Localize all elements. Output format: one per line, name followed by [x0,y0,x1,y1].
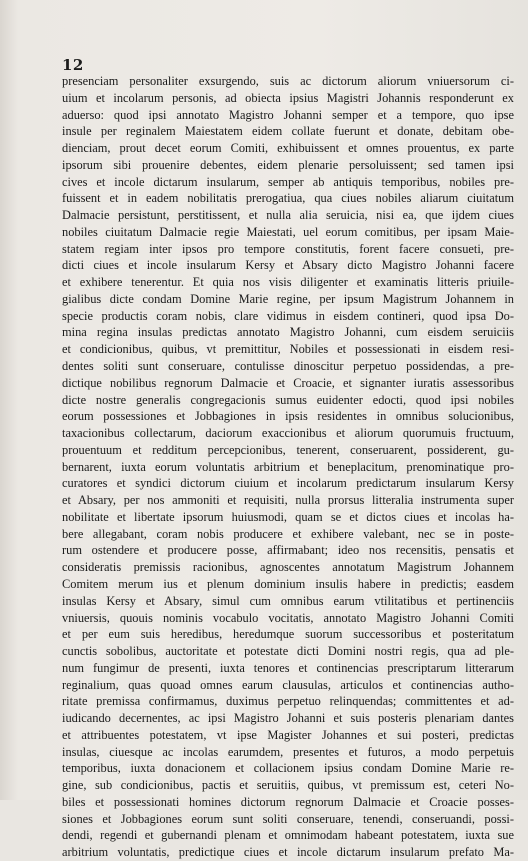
text-line: et exhibere tenerentur. Et quia nos visis diligenter et examinatis litteris priuile- [62,275,514,290]
text-line: specie productis coram nobis, clare vidimus in eisdem contineri, quod ipsa Do- [62,308,514,323]
text-line: cives et incole dictarum insularum, semper ab antiquis temporibus, nobiles pre- [62,174,514,189]
text-line: num fungimur de presenti, iuxta tenores et continencias prescriptarum litterarum [62,660,514,675]
text-line: mina regina insulas predictas annotato Magistro Johanni, cum eisdem seruiciis [62,325,514,340]
text-line: statem regiam inter ipsos pro tempore constitutis, forent facere consueti, pre- [62,241,514,256]
text-line: et per eum suis heredibus, heredumque suorum successoribus et posteritatum [62,627,514,642]
text-line: insule per reginalem Maiestatem eidem collate fuerunt et donate, debitam obe- [62,124,514,139]
text-line: bere allegabant, coram nobis producere et exhibere valebant, nec se in poste- [62,526,514,541]
text-line: nobiles ciuitatum Dalmacie regie Maiestati, uel eorum comitibus, per ipsam Maie- [62,224,514,239]
text-line: dictique nobilibus regnorum Dalmacie et Croacie, et signanter iuratis assessoribus [62,375,514,390]
text-line: gialibus dicte condam Domine Marie regine, per ipsum Magistrum Johannem in [62,291,514,306]
text-line: et condicionibus, quibus, vt premittitur, Nobiles et possessionati in eisdem resi- [62,342,514,357]
text-line: Comitem merum ius et plenum dominium insulis habere in predictis; easdem [62,576,514,591]
text-line: dicte nostre generalis congregacionis sumus euidenter edocti, quod ipsi nobiles [62,392,514,407]
text-line: arbitrium voluntatis, predictique ciues et incole dictarum insularum prefato Ma- [62,845,514,860]
text-line: taxacionibus collectarum, daciorum exaccionibus et aliorum quorumuis fructuum, [62,426,514,441]
text-line: aduerso: quod ipsi annotato Magistro Johanni semper et a tempore, quo ipse [62,107,514,122]
text-line: prouentuum et redditum percepcionibus, tenerent, conseruarent, possiderent, gu- [62,442,514,457]
text-line: bernarent, iuxta eorum voluntatis arbitrium et beneplacitum, prenominatique pro- [62,459,514,474]
text-line: curatores et syndici dictorum ciuium et incolarum predictarum insularum Kersy [62,476,514,491]
text-line: presenciam personaliter exsurgendo, suis ac dictorum aliorum vniuersorum ci- [62,74,514,88]
text-line: vniuersis, quouis nominis vocabulo vocitatis, annotato Magistro Johanni Comiti [62,610,514,625]
text-line: reginalium, quas quoad omnes earum clausulas, articulos et continencias autho- [62,677,514,692]
text-line: insulas Kersy et Absary, simul cum omnibus earum vtilitatibus et pertinenciis [62,593,514,608]
text-line: eorum possessiones et Jobbagiones in ipsis residentes in omnibus solucionibus, [62,409,514,424]
text-line: ipsorum sibi prouenire debentes, eidem plenarie persoluissent; sed tamen ipsi [62,157,514,172]
text-line: temporibus, iuxta donacionem et collacionem ipsius condam Domine Marie re- [62,761,514,776]
text-line: dendi, regendi et gubernandi plenam et omnimodam habeant potestatem, iuxta sue [62,828,514,843]
text-line: et Absary, per nos ammoniti et requisiti, nulla prorsus litteralia instrumenta super [62,493,514,508]
text-line: fuissent et in eadem nobilitatis prerogatiua, qua ciues nobiles aliarum ciuitatum [62,191,514,206]
page-number: 12 [62,56,84,74]
text-line: et attribuentes potestatem, vt ipse Magister Johannes et sui posteri, predictas [62,727,514,742]
text-line: nobilitate et libertate ipsorum huiusmodi, quam se et dictos ciues et incolas ha- [62,509,514,524]
text-line: dicti ciues et incole insularum Kersy et Absary dicto Magistro Johanni facere [62,258,514,273]
text-line: consideratis premissis racionibus, agnoscentes annotatum Magistrum Johannem [62,560,514,575]
text-line: rum ostendere et producere posse, affirmabant; ideo nos recensitis, pensatis et [62,543,514,558]
text-line: siones et Jobbagiones eorum sunt soliti conseruare, tenendi, conseruandi, possi- [62,811,514,826]
text-line: biles et possessionati homines dictorum regnorum Dalmacie et Croacie posses- [62,794,514,809]
text-line: iudicando decernentes, ac ipsi Magistro Johanni et suis posteris plenariam dantes [62,711,514,726]
body-text [62,73,514,861]
text-line: gine, sub condicionibus, pactis et seruitiis, quibus, vt premissum est, ceteri No- [62,778,514,793]
text-line: Dalmacie persistunt, perstitissent, et nulla alia seruicia, nisi ea, que ijdem ciues [62,208,514,223]
text-line: ritate premissa confirmamus, duximus perpetuo relinquendas; committentes et ad- [62,694,514,709]
text-line: cunctis sobolibus, auctoritate et potestate dicti Domini nostri regis, qua ad ple- [62,644,514,659]
text-line: dienciam, prout decet eorum Comiti, exhibuissent et omnes prouentus, ex parte [62,141,514,156]
text-line: insulas, ciuesque ac incolas earumdem, presentes et futuros, a modo perpetuis [62,744,514,759]
text-line: dentes soliti sunt conseruare, contulisse dinoscitur perpetuo possidendas, a pre- [62,359,514,374]
text-line: uium et incolarum personis, ad obiecta ipsius Magistri Johannis responderunt ex [62,90,514,105]
